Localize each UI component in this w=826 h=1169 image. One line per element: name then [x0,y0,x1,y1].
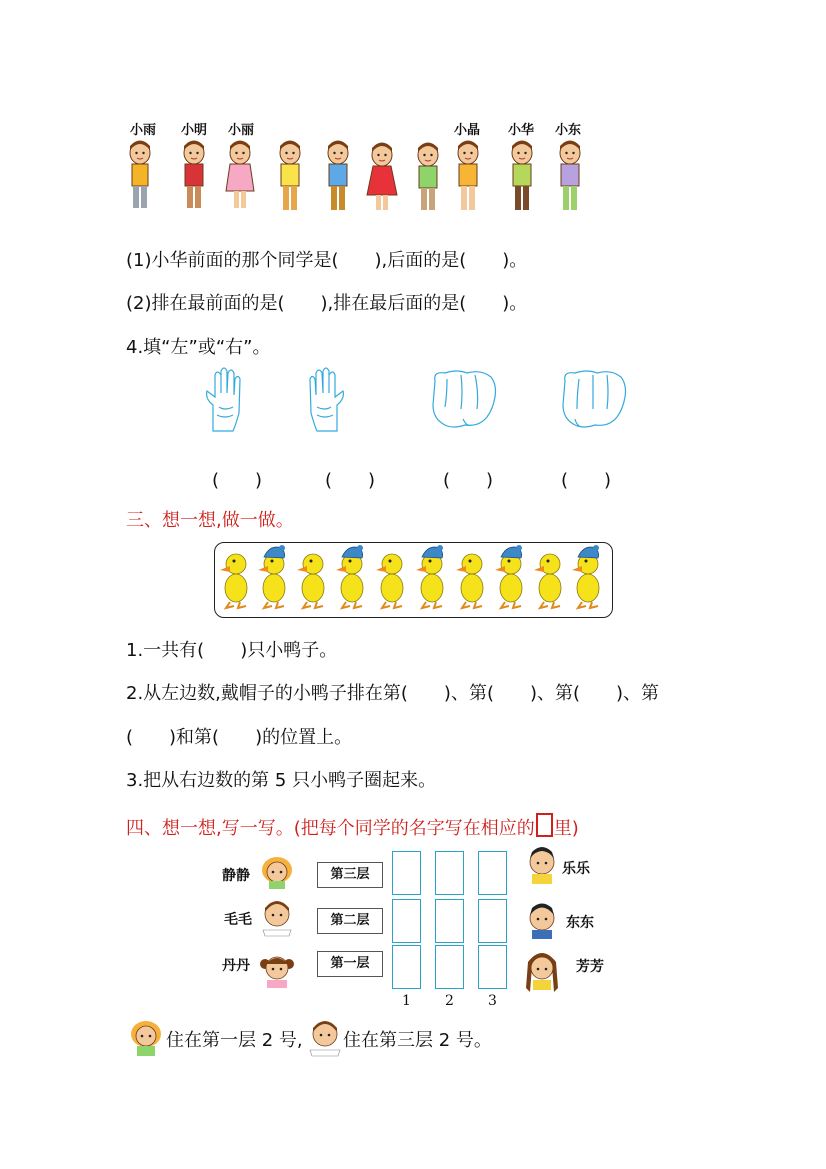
avatar-maomao-inline [306,1018,344,1058]
cell-2-2[interactable] [435,899,464,943]
right-name-fangfang: 芳芳 [576,959,604,975]
duck-8 [495,545,522,608]
cell-1-1[interactable] [392,945,421,989]
duck-question-3: 3.把从右边数的第 5 只小鸭子圈起来。 [126,770,437,791]
section-4-title-a: 四、想一想,写一写。(把每个同学的名字写在相应的 [126,818,535,839]
duck-5 [376,554,403,608]
question-4-title: 4.填“左”或“右”。 [126,337,271,358]
avatar-lele [530,847,554,884]
avatar-jingjing [262,857,292,889]
children-illustration [120,135,600,217]
avatar-maomao [263,901,291,936]
left-name-dandan: 丹丹 [222,958,250,974]
duck-question-2b: ( )和第( )的位置上。 [126,727,353,748]
avatar-jingjing-inline [126,1018,166,1058]
section-3-title: 三、想一想,做一做。 [126,510,294,531]
last-line-a: 住在第一层 2 号, [166,1030,303,1051]
child-name-xiaoming: 小明 [181,123,208,138]
hand-answer-2: ( ) [325,470,376,491]
left-name-jingjing: 静静 [222,868,250,884]
palm-icon-1 [207,368,240,431]
question-1: (1)小华前面的那个同学是( ),后面的是( )。 [126,250,528,271]
duck-2 [258,545,285,608]
duck-4 [336,545,363,608]
cell-3-2[interactable] [435,851,464,895]
duck-3 [297,554,324,608]
duck-question-1: 1.一共有( )只小鸭子。 [126,640,338,661]
section-4-title [126,813,579,840]
section-4-title-b: 里) [553,818,579,839]
duck-10 [572,545,599,608]
small-square-icon [536,813,553,837]
cell-3-3[interactable] [478,851,507,895]
left-name-maomao: 毛毛 [224,912,252,928]
hand-answer-4: ( ) [561,470,612,491]
floor-label-3: 第三层 [317,862,383,888]
child-name-xiaojing: 小晶 [454,123,481,138]
avatar-dongdong [530,904,554,940]
cell-1-3[interactable] [478,945,507,989]
duck-7 [456,554,483,608]
last-line-b: 住在第三层 2 号。 [343,1030,492,1051]
right-name-dongdong: 东东 [566,915,594,931]
duck-9 [534,554,561,608]
cell-1-2[interactable] [435,945,464,989]
avatar-fangfang [526,953,558,992]
cell-3-1[interactable] [392,851,421,895]
floor-label-1: 第一层 [317,951,383,977]
hands-illustration [195,365,635,437]
hand-answer-1: ( ) [212,470,263,491]
child-name-xiaoyu: 小雨 [130,123,157,138]
cell-2-1[interactable] [392,899,421,943]
column-number-2: 2 [445,993,454,1009]
column-number-3: 3 [488,993,497,1009]
fist-icon-2 [563,371,626,427]
child-name-xiaohua: 小华 [508,123,535,138]
avatar-dandan [260,957,294,988]
cell-2-3[interactable] [478,899,507,943]
ducks-illustration [218,544,610,614]
floor-label-2: 第二层 [317,908,383,934]
palm-icon-2 [310,368,343,431]
child-name-xiaodong: 小东 [555,123,582,138]
hand-answer-3: ( ) [443,470,494,491]
child-name-xiaoli: 小丽 [228,123,255,138]
question-2: (2)排在最前面的是( ),排在最后面的是( )。 [126,293,528,314]
right-name-lele: 乐乐 [562,861,590,877]
fist-icon-1 [433,371,496,427]
duck-1 [220,554,247,608]
duck-6 [416,545,443,608]
column-number-1: 1 [402,993,411,1009]
duck-question-2a: 2.从左边数,戴帽子的小鸭子排在第( )、第( )、第( )、第 [126,683,660,704]
left-kids-illustration [255,850,305,1000]
